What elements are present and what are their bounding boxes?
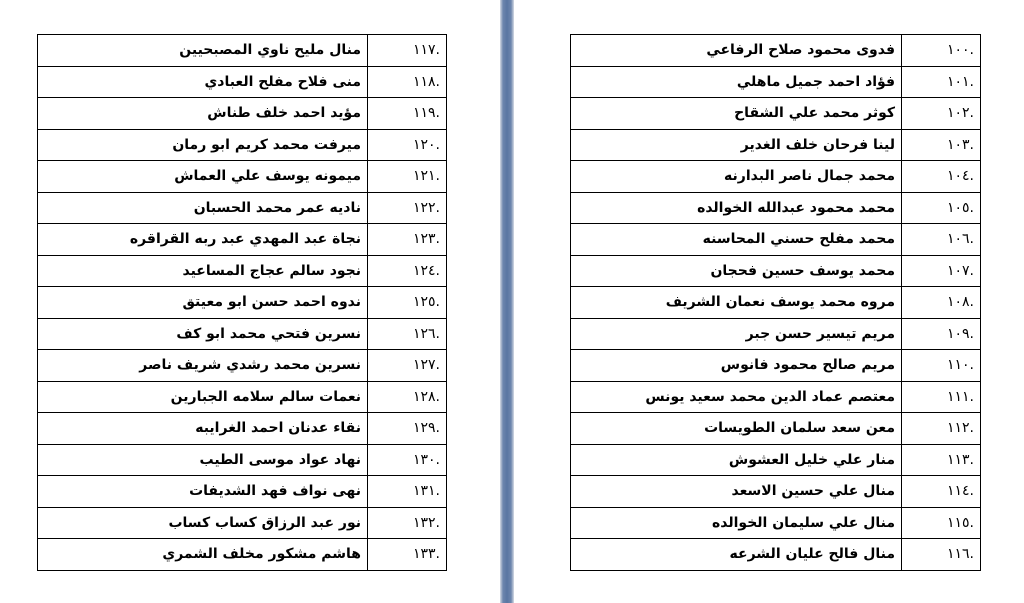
page-gutter bbox=[500, 0, 514, 603]
row-number: .١٠٠ bbox=[902, 35, 981, 67]
table-row bbox=[38, 318, 447, 350]
row-number: .١٠٧ bbox=[902, 255, 981, 287]
row-number: .١٢٢ bbox=[368, 192, 447, 224]
table-row bbox=[571, 444, 981, 476]
table-row bbox=[571, 255, 981, 287]
table-row bbox=[38, 476, 447, 508]
person-name: منال فالح عليان الشرعه bbox=[571, 539, 902, 571]
table-row bbox=[571, 539, 981, 571]
document-page-left bbox=[0, 0, 500, 603]
row-number: .١٢٤ bbox=[368, 255, 447, 287]
row-number: .١٠٢ bbox=[902, 98, 981, 130]
person-name: نهى نواف فهد الشديفات bbox=[38, 476, 368, 508]
person-name: فؤاد احمد جميل ماهلي bbox=[571, 66, 902, 98]
person-name: مريم تيسير حسن جبر bbox=[571, 318, 902, 350]
person-name: مريم صالح محمود فانوس bbox=[571, 350, 902, 382]
row-number: .١٠٦ bbox=[902, 224, 981, 256]
table-row bbox=[571, 318, 981, 350]
names-table-left bbox=[37, 34, 447, 571]
person-name: محمد محمود عبدالله الخوالده bbox=[571, 192, 902, 224]
row-number: .١٢٥ bbox=[368, 287, 447, 319]
table-row bbox=[38, 224, 447, 256]
person-name: ميرفت محمد كريم ابو رمان bbox=[38, 129, 368, 161]
person-name: نهاد عواد موسى الطيب bbox=[38, 444, 368, 476]
row-number: .١١١ bbox=[902, 381, 981, 413]
table-row bbox=[571, 35, 981, 67]
person-name: محمد مفلح حسني المحاسنه bbox=[571, 224, 902, 256]
table-row bbox=[571, 413, 981, 445]
row-number: .١١٥ bbox=[902, 507, 981, 539]
table-row bbox=[571, 161, 981, 193]
row-number: .١٠٨ bbox=[902, 287, 981, 319]
person-name: مروه محمد يوسف نعمان الشريف bbox=[571, 287, 902, 319]
table-row bbox=[38, 444, 447, 476]
row-number: .١٢٦ bbox=[368, 318, 447, 350]
row-number: .١٠٤ bbox=[902, 161, 981, 193]
person-name: مؤيد احمد خلف طناش bbox=[38, 98, 368, 130]
table-row bbox=[38, 192, 447, 224]
person-name: نقاء عدنان احمد الغرايبه bbox=[38, 413, 368, 445]
row-number: .١٣١ bbox=[368, 476, 447, 508]
person-name: معتصم عماد الدين محمد سعيد يونس bbox=[571, 381, 902, 413]
person-name: منال مليح ناوي المصبحيين bbox=[38, 35, 368, 67]
row-number: .١٢١ bbox=[368, 161, 447, 193]
person-name: محمد جمال ناصر البدارنه bbox=[571, 161, 902, 193]
person-name: نور عبد الرزاق كساب كساب bbox=[38, 507, 368, 539]
table-row bbox=[38, 161, 447, 193]
row-number: .١٢٧ bbox=[368, 350, 447, 382]
row-number: .١٢٨ bbox=[368, 381, 447, 413]
row-number: .١٠٩ bbox=[902, 318, 981, 350]
person-name: كوثر محمد علي الشقاح bbox=[571, 98, 902, 130]
table-row bbox=[38, 413, 447, 445]
person-name: نعمات سالم سلامه الجبارين bbox=[38, 381, 368, 413]
table-row bbox=[38, 255, 447, 287]
row-number: .١١٧ bbox=[368, 35, 447, 67]
table-row bbox=[571, 224, 981, 256]
table-row bbox=[571, 98, 981, 130]
person-name: معن سعد سلمان الطويسات bbox=[571, 413, 902, 445]
row-number: .١١٩ bbox=[368, 98, 447, 130]
row-number: .١٢٩ bbox=[368, 413, 447, 445]
person-name: لينا فرحان خلف الغدير bbox=[571, 129, 902, 161]
person-name: محمد يوسف حسين فحجان bbox=[571, 255, 902, 287]
table-row bbox=[571, 66, 981, 98]
table-row bbox=[38, 539, 447, 571]
table-row bbox=[38, 35, 447, 67]
table-row bbox=[571, 381, 981, 413]
row-number: .١١٦ bbox=[902, 539, 981, 571]
person-name: فدوى محمود صلاح الرفاعي bbox=[571, 35, 902, 67]
row-number: .١١٤ bbox=[902, 476, 981, 508]
row-number: .١١٠ bbox=[902, 350, 981, 382]
row-number: .١١٨ bbox=[368, 66, 447, 98]
person-name: منال علي حسين الاسعد bbox=[571, 476, 902, 508]
row-number: .١٠٣ bbox=[902, 129, 981, 161]
person-name: ناديه عمر محمد الحسبان bbox=[38, 192, 368, 224]
table-row bbox=[38, 350, 447, 382]
table-row bbox=[571, 287, 981, 319]
row-number: .١١٣ bbox=[902, 444, 981, 476]
table-row bbox=[38, 381, 447, 413]
names-table-left-body bbox=[38, 35, 447, 571]
row-number: .١٢٠ bbox=[368, 129, 447, 161]
table-row bbox=[571, 476, 981, 508]
row-number: .١٣٠ bbox=[368, 444, 447, 476]
table-row bbox=[38, 98, 447, 130]
person-name: هاشم مشكور مخلف الشمري bbox=[38, 539, 368, 571]
table-row bbox=[571, 129, 981, 161]
table-row bbox=[571, 507, 981, 539]
table-row bbox=[571, 192, 981, 224]
person-name: ندوه احمد حسن ابو معيتق bbox=[38, 287, 368, 319]
person-name: منى فلاح مفلح العبادي bbox=[38, 66, 368, 98]
table-row bbox=[38, 129, 447, 161]
table-row bbox=[38, 287, 447, 319]
row-number: .١٠١ bbox=[902, 66, 981, 98]
row-number: .١٠٥ bbox=[902, 192, 981, 224]
table-row bbox=[38, 66, 447, 98]
row-number: .١٣٣ bbox=[368, 539, 447, 571]
person-name: منار علي خليل العشوش bbox=[571, 444, 902, 476]
document-page-right bbox=[514, 0, 1024, 603]
table-row bbox=[38, 507, 447, 539]
names-table-right bbox=[570, 34, 981, 571]
person-name: منال علي سليمان الخوالده bbox=[571, 507, 902, 539]
person-name: نجود سالم عجاج المساعيد bbox=[38, 255, 368, 287]
person-name: نسرين محمد رشدي شريف ناصر bbox=[38, 350, 368, 382]
row-number: .١١٢ bbox=[902, 413, 981, 445]
table-row bbox=[571, 350, 981, 382]
row-number: .١٣٢ bbox=[368, 507, 447, 539]
person-name: نسرين فتحي محمد ابو كف bbox=[38, 318, 368, 350]
names-table-right-body bbox=[571, 35, 981, 571]
row-number: .١٢٣ bbox=[368, 224, 447, 256]
person-name: نجاة عبد المهدي عبد ربه القراقره bbox=[38, 224, 368, 256]
person-name: ميمونه يوسف علي العماش bbox=[38, 161, 368, 193]
